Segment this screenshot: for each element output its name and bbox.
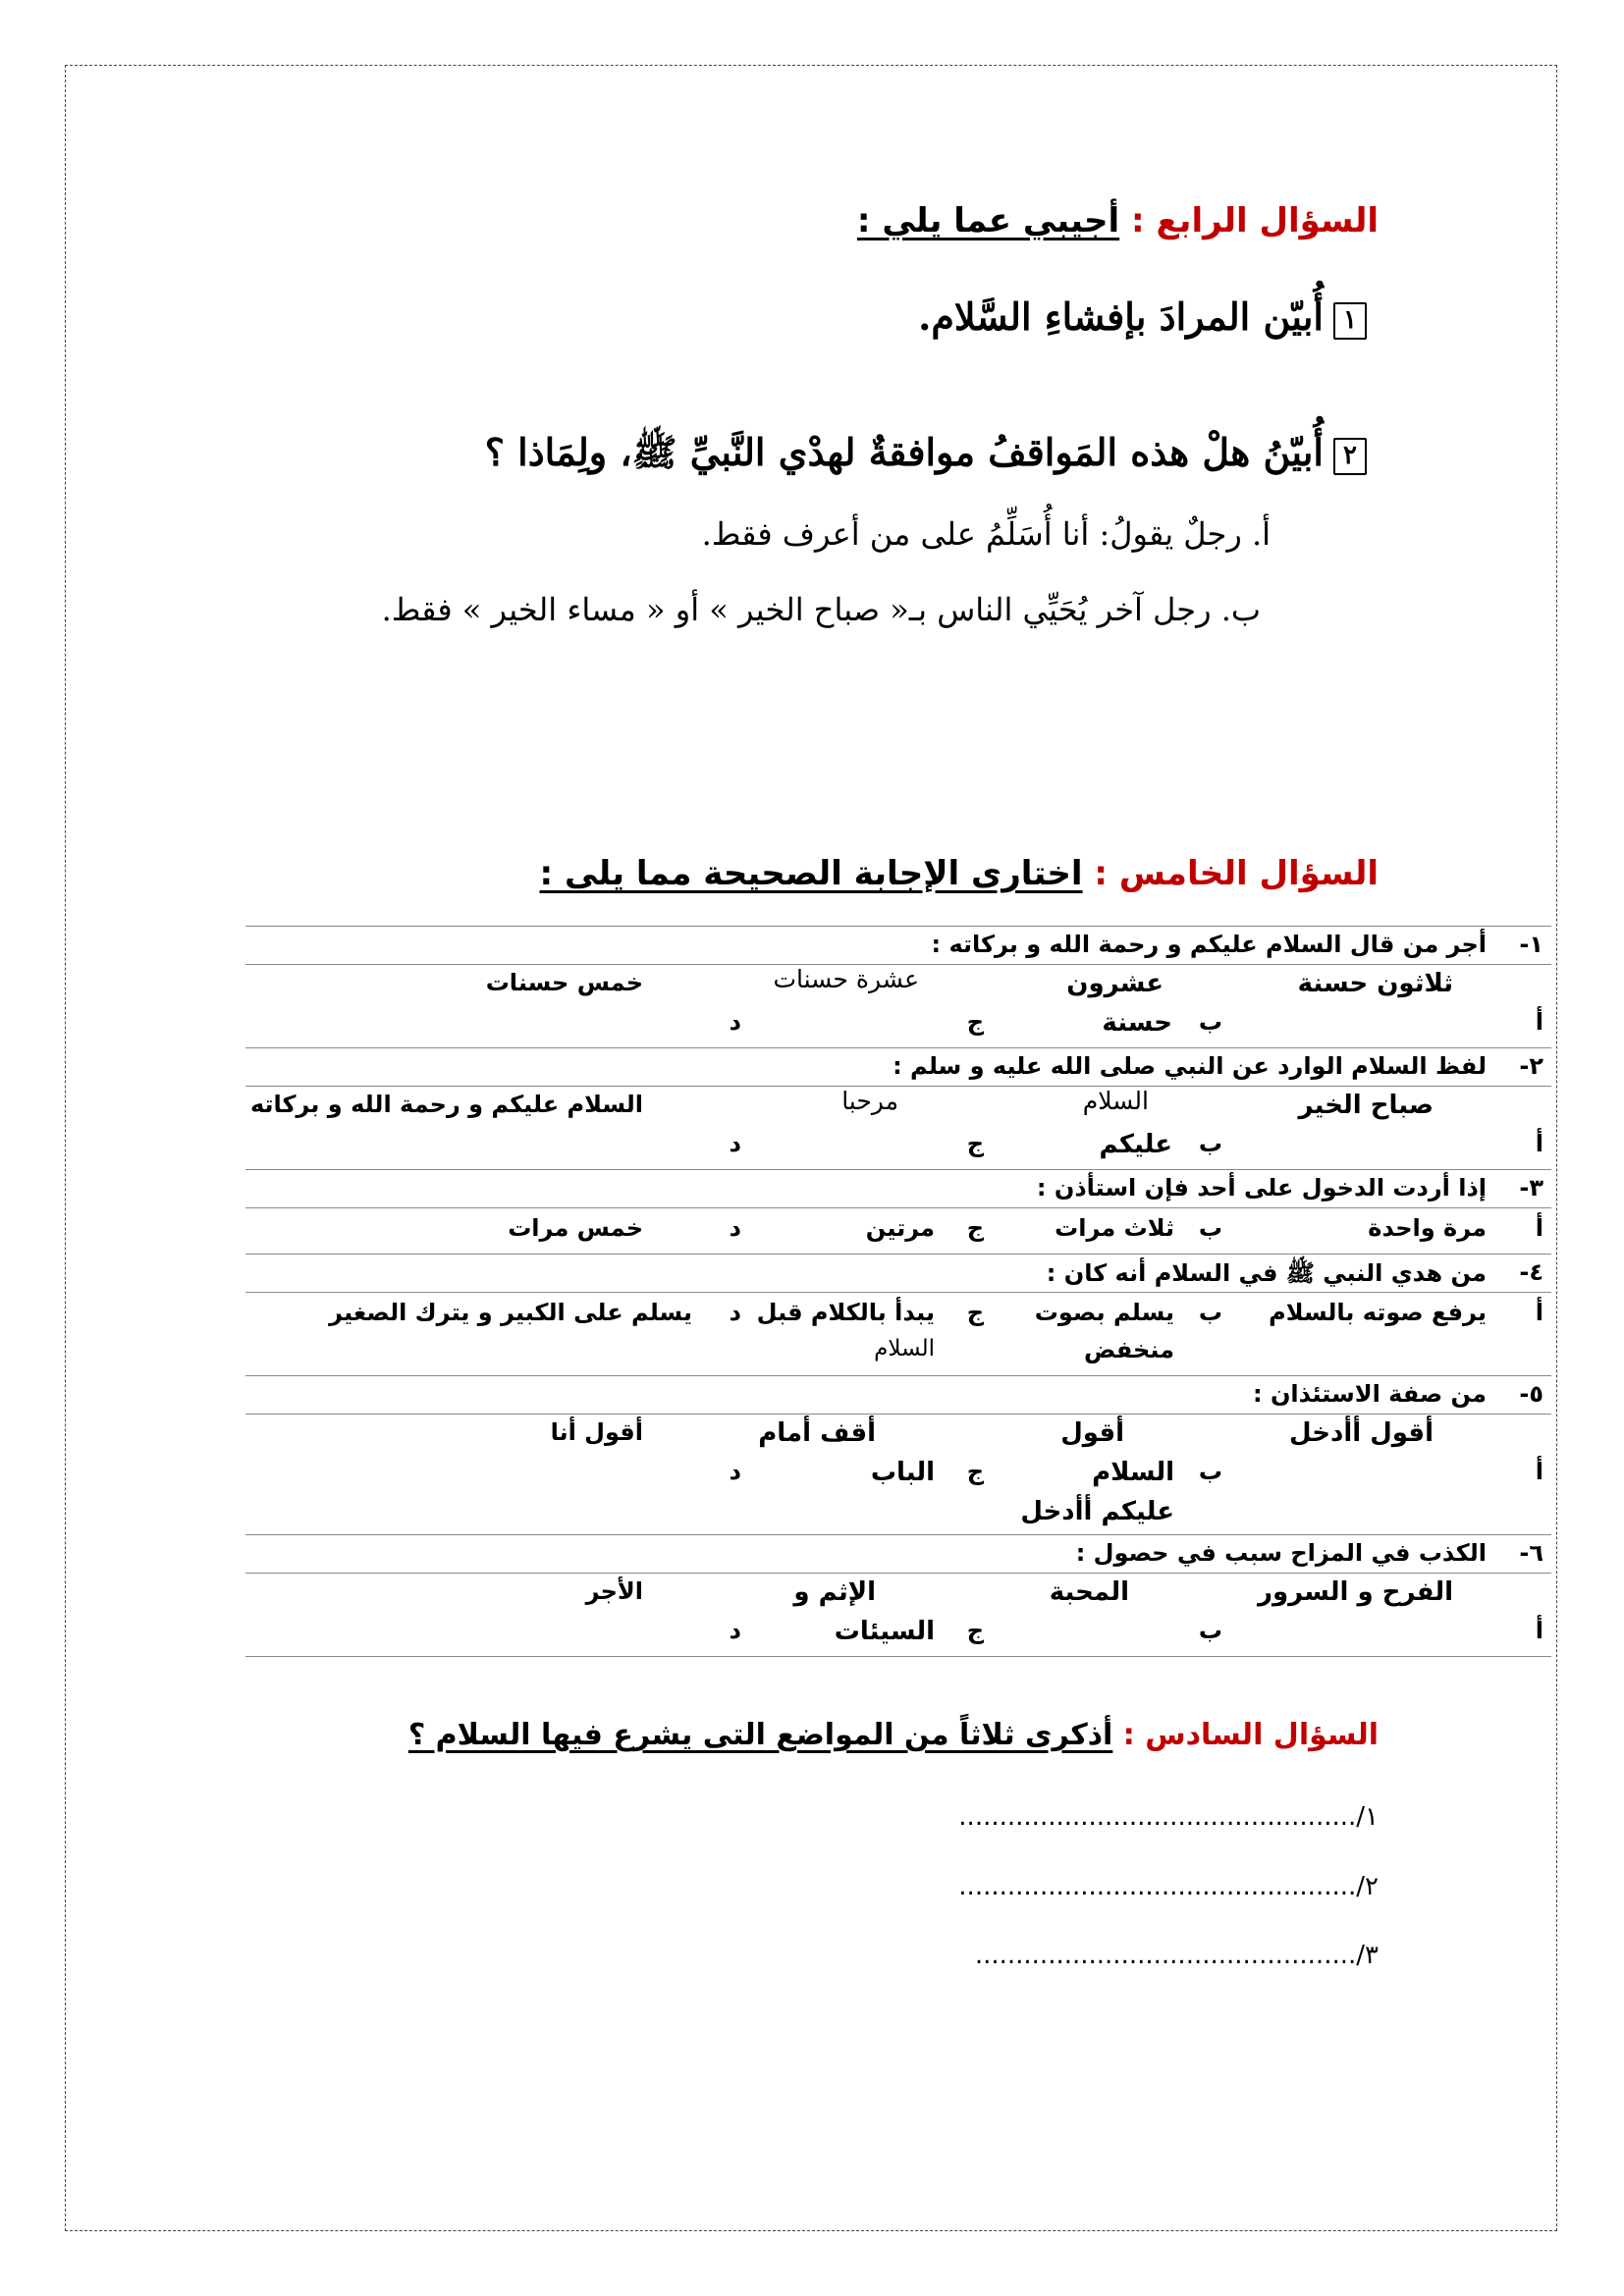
q4-title: السؤال الرابع : xyxy=(1131,201,1379,240)
option-c-line2[interactable]: السيئات xyxy=(834,1617,935,1646)
q5-heading xyxy=(540,854,1379,893)
option-letter-d: د xyxy=(729,1299,741,1326)
q4-subitem-b: ب. رجل آخر يُحَيِّي الناس بـ« صباح الخير » أو « مساء الخير » فقط. xyxy=(381,591,1261,628)
mcq-question-number: ٣- xyxy=(1519,1174,1543,1201)
option-d[interactable]: يسلم على الكبير و يترك الصغير xyxy=(329,1299,692,1326)
mcq-question-row xyxy=(245,1047,1551,1086)
q6-line-number: ٣/ xyxy=(1356,1941,1379,1970)
q6-answer-line-3[interactable] xyxy=(975,1941,1379,1970)
option-letter-d: د xyxy=(729,1617,741,1644)
q6-answer-line-2[interactable] xyxy=(958,1872,1379,1901)
option-b[interactable]: المحبة xyxy=(1049,1577,1129,1607)
option-letter-c: ج xyxy=(966,1214,984,1242)
mcq-question-row xyxy=(245,1375,1551,1414)
mcq-options-row xyxy=(245,1292,1551,1375)
option-letter-a: أ xyxy=(1535,1008,1543,1036)
option-c-line1[interactable]: الإثم و xyxy=(793,1577,876,1607)
q6-instruction: أذكرى ثلاثاً من المواضع التى يشرع فيها السلام ؟ xyxy=(407,1718,1113,1752)
mcq-question-number: ٤- xyxy=(1519,1258,1543,1286)
mcq-table xyxy=(245,926,1551,1657)
option-letter-b: ب xyxy=(1198,1299,1222,1326)
option-letter-a: أ xyxy=(1535,1458,1543,1485)
mcq-question-row xyxy=(245,1169,1551,1207)
option-a[interactable]: أقول أأدخل xyxy=(1289,1418,1434,1448)
option-a[interactable]: الفرح و السرور xyxy=(1258,1577,1453,1607)
mcq-options-row xyxy=(245,1086,1551,1169)
option-b-line2[interactable]: عليكم xyxy=(1099,1130,1172,1159)
q6-line-dots: ................................................. xyxy=(958,1802,1357,1832)
q5-title: السؤال الخامس : xyxy=(1094,854,1379,893)
mcq-question-text: من هدي النبي ﷺ في السلام أنه كان : xyxy=(1046,1259,1487,1287)
option-letter-d: د xyxy=(729,1130,741,1157)
mcq-options-row xyxy=(245,1573,1551,1656)
option-b[interactable]: ثلاث مرات xyxy=(1055,1214,1174,1242)
option-b-line1[interactable]: عشرون xyxy=(1066,969,1164,998)
option-letter-b: ب xyxy=(1198,1130,1222,1157)
q4-item-1 xyxy=(918,294,1367,340)
q4-item-2-number: ٢ xyxy=(1333,438,1367,475)
option-letter-b: ب xyxy=(1198,1617,1222,1644)
q6-title: السؤال السادس : xyxy=(1122,1718,1379,1752)
option-d[interactable]: السلام عليكم و رحمة الله و بركاته xyxy=(249,1091,643,1118)
mcq-question-number: ٥- xyxy=(1519,1380,1543,1408)
option-letter-a: أ xyxy=(1535,1214,1543,1242)
q6-heading xyxy=(408,1718,1379,1752)
option-c[interactable]: عشرة حسنات xyxy=(773,965,919,993)
mcq-question-text: أجر من قال السلام عليكم و رحمة الله و بركاته : xyxy=(931,931,1487,958)
option-c-line2[interactable]: السلام xyxy=(874,1336,935,1362)
mcq-question-number: ٢- xyxy=(1519,1052,1543,1080)
option-b-line2[interactable]: حسنة xyxy=(1102,1008,1172,1038)
option-letter-a: أ xyxy=(1535,1299,1543,1326)
q4-item-2 xyxy=(485,430,1367,484)
q4-item-1-number: ١ xyxy=(1333,302,1367,340)
mcq-question-text: الكذب في المزاح سبب في حصول : xyxy=(1075,1539,1487,1567)
option-b-line3[interactable]: عليكم أأدخل xyxy=(1020,1497,1174,1526)
q6-line-dots: ............................................... xyxy=(974,1941,1357,1970)
mcq-question-row xyxy=(245,1254,1551,1292)
option-a[interactable]: يرفع صوته بالسلام xyxy=(1269,1299,1487,1326)
option-b-line2[interactable]: منخفض xyxy=(1084,1336,1174,1363)
q4-subitem-a: أ. رجلٌ يقولُ: أنا أُسَلِّمُ على من أعرف فقط. xyxy=(701,515,1271,553)
mcq-question-text: إذا أردت الدخول على أحد فإن استأذن : xyxy=(1036,1174,1487,1201)
q6-line-dots: ................................................. xyxy=(958,1872,1357,1901)
option-letter-b: ب xyxy=(1198,1008,1222,1036)
mcq-options-row xyxy=(245,964,1551,1047)
option-c-line1[interactable]: يبدأ بالكلام قبل xyxy=(756,1299,935,1326)
option-b-line1[interactable]: يسلم بصوت xyxy=(1034,1299,1174,1326)
q6-answer-line-1[interactable] xyxy=(958,1802,1379,1832)
option-letter-a: أ xyxy=(1535,1617,1543,1644)
q4-item-2-text: أُبيّنُ هلْ هذه المَواقفُ موافقةٌ لهدْي النَّبيِّ ﷺ، ولِمَاذا ؟ xyxy=(484,430,1324,474)
option-c[interactable]: مرحبا xyxy=(841,1087,898,1115)
mcq-question-number: ٦- xyxy=(1519,1539,1543,1567)
option-c-line1[interactable]: أقف أمام xyxy=(758,1418,876,1448)
option-letter-b: ب xyxy=(1198,1214,1222,1242)
q6-line-number: ٢/ xyxy=(1356,1872,1379,1901)
option-letter-d: د xyxy=(729,1458,741,1485)
option-a[interactable]: صباح الخير xyxy=(1298,1091,1434,1120)
option-letter-c: ج xyxy=(966,1008,984,1036)
mcq-question-text: لفظ السلام الوارد عن النبي صلى الله عليه و سلم : xyxy=(893,1052,1487,1080)
option-d[interactable]: الأجر xyxy=(585,1577,643,1605)
option-d[interactable]: خمس حسنات xyxy=(485,969,643,996)
option-letter-d: د xyxy=(729,1008,741,1036)
mcq-table-bottom-border xyxy=(245,1656,1551,1657)
q5-instruction: اختارى الإجابة الصحيحة مما يلى : xyxy=(539,854,1083,893)
q4-instruction: أجيبي عما يلي : xyxy=(856,201,1120,240)
mcq-question-row xyxy=(245,1534,1551,1573)
q6-line-number: ١/ xyxy=(1356,1802,1379,1832)
option-b-line1[interactable]: أقول xyxy=(1060,1418,1124,1448)
option-letter-a: أ xyxy=(1535,1130,1543,1157)
option-d[interactable]: أقول أنا xyxy=(550,1418,643,1446)
q4-item-1-text: أُبيّن المرادَ بإفشاءِ السَّلام. xyxy=(918,294,1324,339)
option-letter-c: ج xyxy=(966,1130,984,1157)
option-letter-b: ب xyxy=(1198,1458,1222,1485)
q4-heading xyxy=(857,201,1379,240)
mcq-options-row xyxy=(245,1207,1551,1254)
option-letter-c: ج xyxy=(966,1458,984,1485)
option-letter-d: د xyxy=(729,1214,741,1242)
option-d[interactable]: خمس مرات xyxy=(508,1214,643,1242)
option-a[interactable]: ثلاثون حسنة xyxy=(1297,969,1453,998)
option-b-line2[interactable]: السلام xyxy=(1092,1458,1174,1487)
option-letter-c: ج xyxy=(966,1299,984,1326)
option-c-line2[interactable]: الباب xyxy=(870,1458,935,1487)
mcq-question-row xyxy=(245,926,1551,964)
mcq-options-row xyxy=(245,1414,1551,1534)
mcq-question-number: ١- xyxy=(1519,931,1543,958)
option-b-line1[interactable]: السلام xyxy=(1082,1087,1149,1115)
option-c[interactable]: مرتين xyxy=(865,1214,935,1242)
option-letter-c: ج xyxy=(966,1617,984,1644)
mcq-question-text: من صفة الاستئذان : xyxy=(1252,1380,1487,1408)
option-a[interactable]: مرة واحدة xyxy=(1368,1214,1487,1242)
